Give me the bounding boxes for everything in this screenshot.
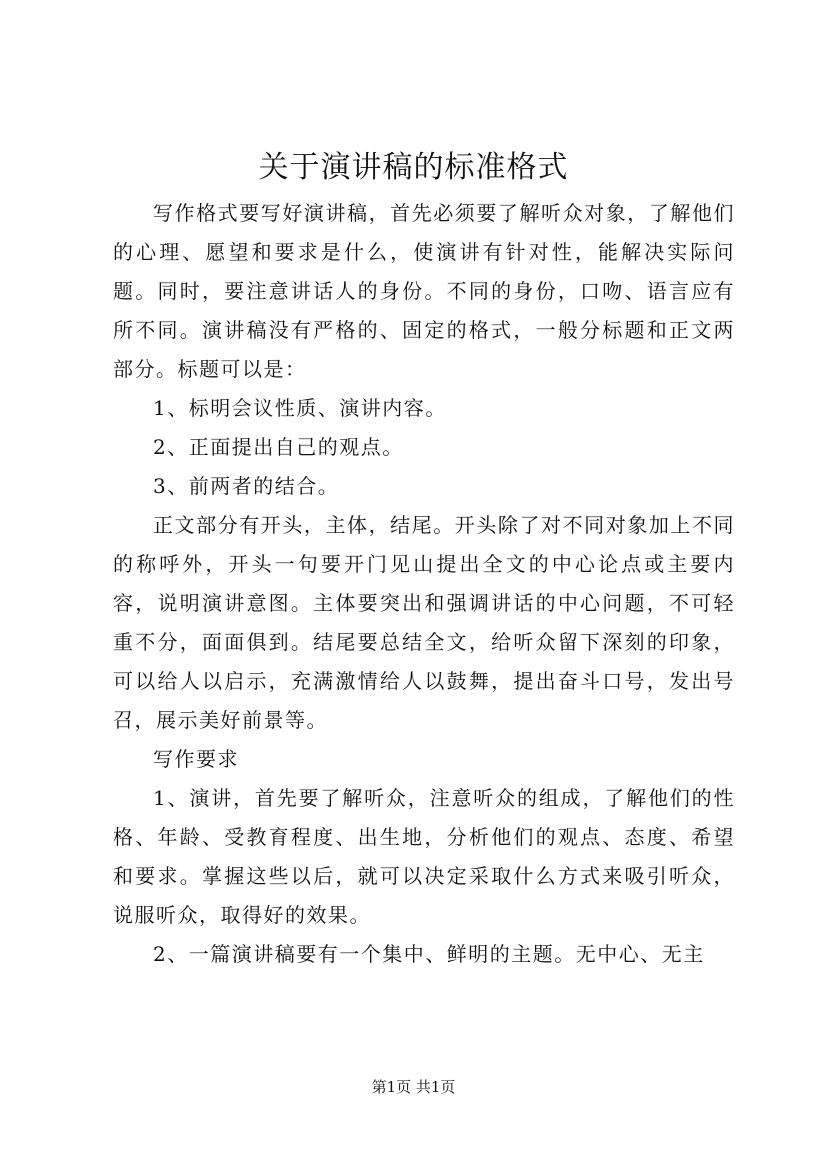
list-item-requirement-1: 1、演讲，首先要了解听众，注意听众的组成，了解他们的性格、年龄、受教育程度、出生地，分析他们的观点、态度、希望和要求。掌握这些以后，就可以决定采取什么方式来吸引听众，说服听众，取得好的效果。	[113, 786, 735, 927]
list-item-requirement-2: 2、一篇演讲稿要有一个集中、鲜明的主题。无中心、无主	[153, 942, 705, 966]
list-item-title-option-1: 1、标明会议性质、演讲内容。	[153, 396, 447, 420]
paragraph-body-structure: 正文部分有开头，主体，结尾。开头除了对不同对象加上不同的称呼外，开头一句要开门见山提出全文的中心论点或主要内容，说明演讲意图。主体要突出和强调讲话的中心问题，不可轻重不分，面面俱到。结尾要总结全文，给听众留下深刻的印象，可以给人以启示，充满激情给人以鼓舞，提出奋斗口号，发出号召，展示美好前景等。	[113, 513, 735, 732]
paragraph-intro: 写作格式要写好演讲稿，首先必须要了解听众对象，了解他们的心理、愿望和要求是什么，使演讲有针对性，能解决实际问题。同时，要注意讲话人的身份。不同的身份，口吻、语言应有所不同。演讲稿没有严格的、固定的格式，一般分标题和正文两部分。标题可以是：	[113, 201, 735, 381]
list-item-title-option-2: 2、正面提出自己的观点。	[153, 435, 404, 459]
section-heading-requirements: 写作要求	[153, 747, 239, 771]
document-body	[113, 194, 735, 974]
list-item-title-option-3: 3、前两者的结合。	[153, 474, 340, 498]
page-number-footer: 第1页 共1页	[371, 1078, 456, 1096]
document-title: 关于演讲稿的标准格式	[258, 150, 569, 185]
